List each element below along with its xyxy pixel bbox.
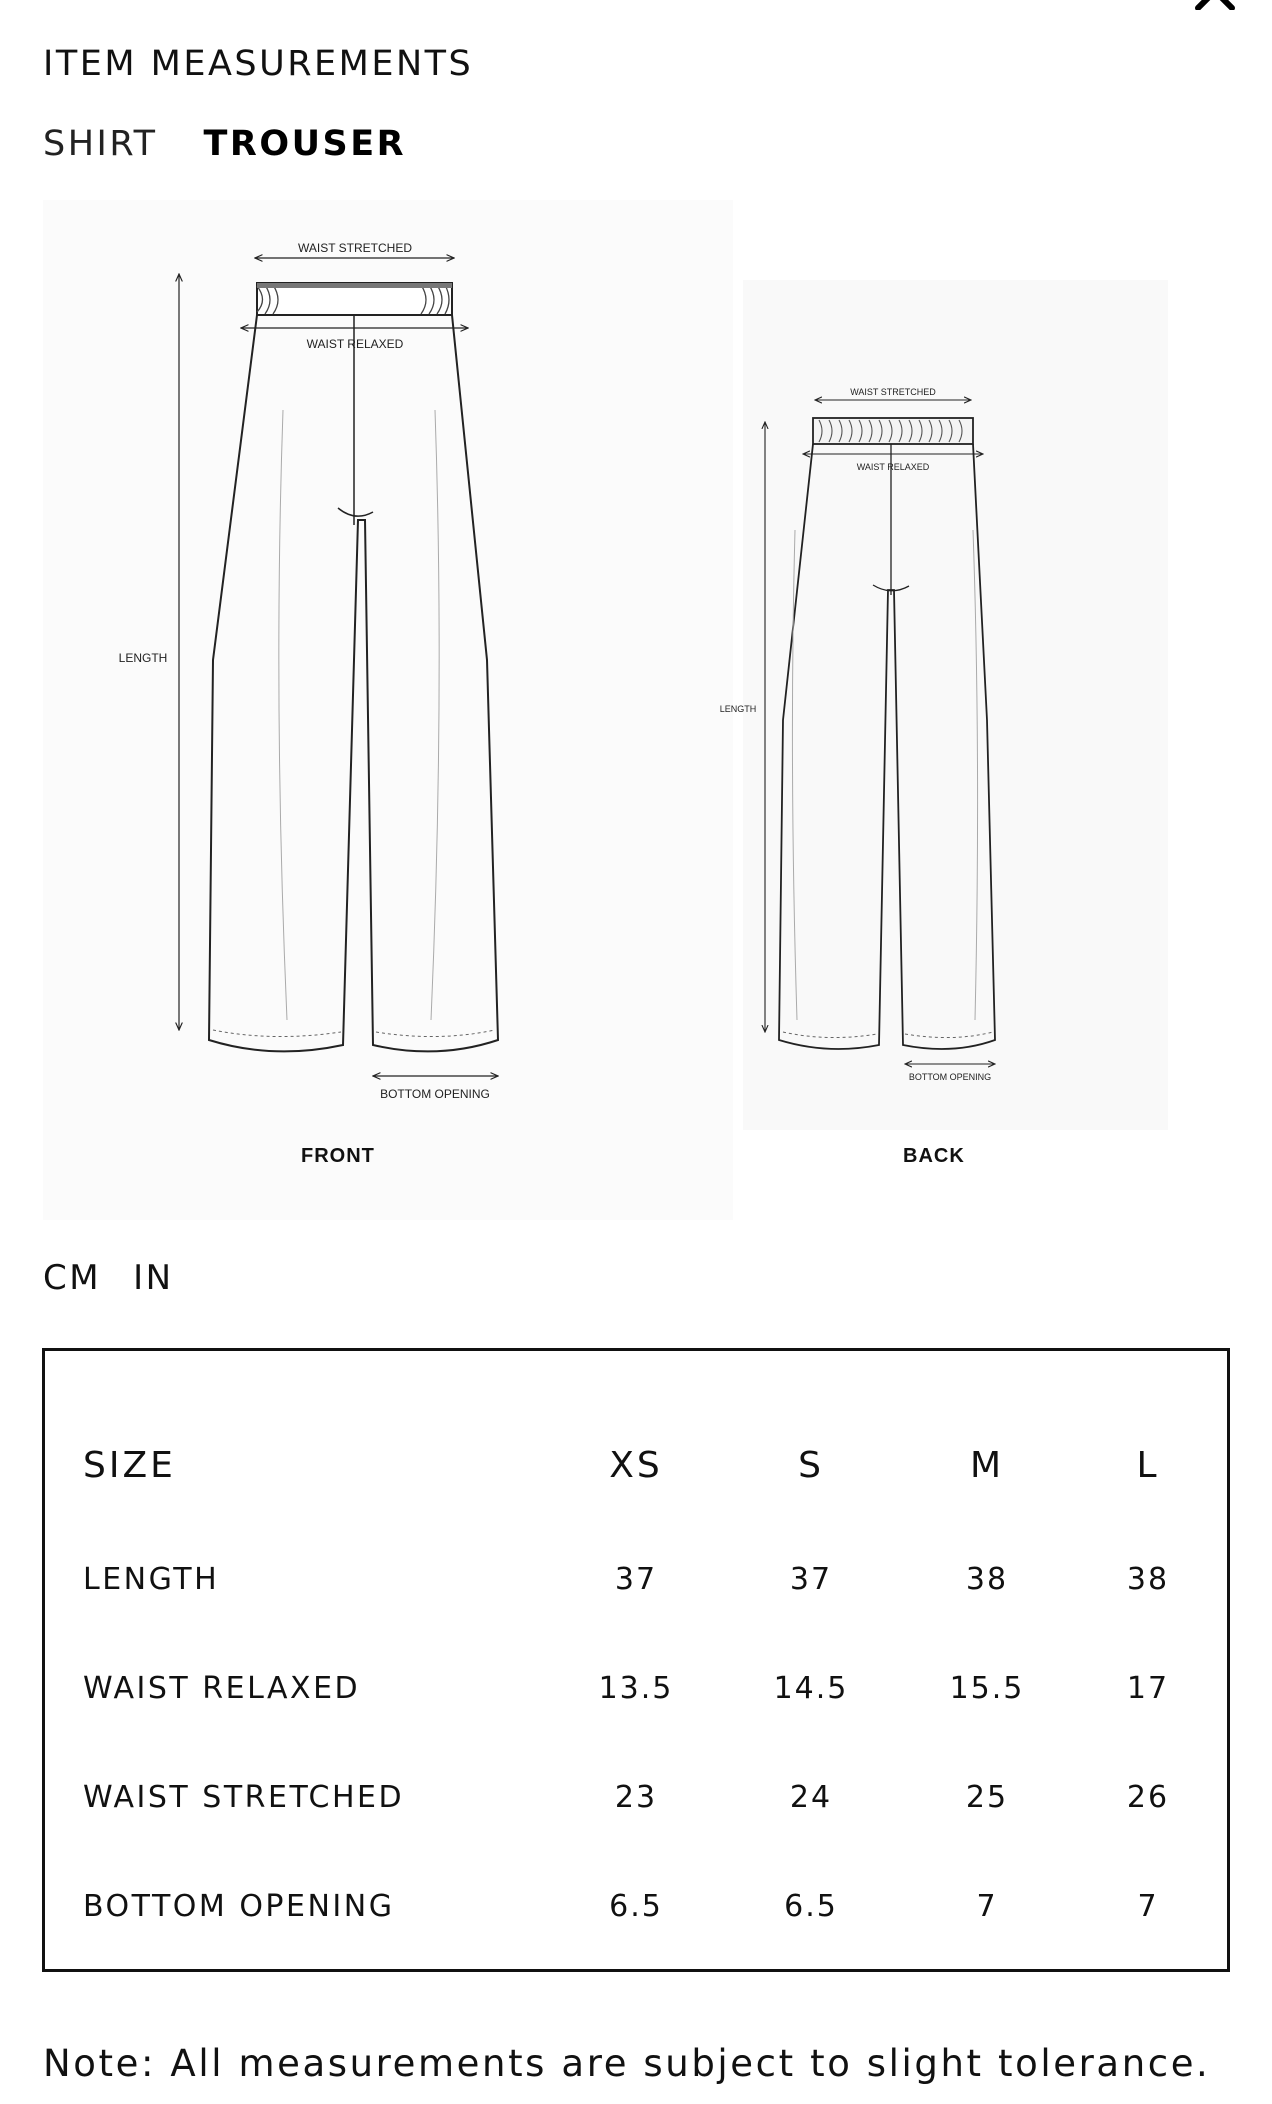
back-view-label: BACK [903,1145,965,1167]
cell-value: 23 [614,1779,658,1815]
page-title: ITEM MEASUREMENTS [43,44,474,84]
cell-value: 38 [1126,1561,1170,1597]
cell-value: 13.5 [598,1670,674,1706]
trouser-drawing [43,200,1168,1220]
header-xs: XS [609,1444,663,1486]
front-view-label: FRONT [301,1145,375,1167]
cell-value: 38 [965,1561,1009,1597]
tolerance-note: Note: All measurements are subject to slight tolerance. [43,2042,1211,2085]
cell-value: 15.5 [949,1670,1025,1706]
cell-value: 7 [976,1888,998,1924]
unit-toggle [43,1258,174,1298]
back-waist-stretched-label: WAIST STRETCHED [850,387,936,397]
cell-value: 24 [789,1779,833,1815]
front-length-label: LENGTH [118,651,168,665]
row-label-length: LENGTH [83,1561,220,1597]
unit-cm-button[interactable]: CM [43,1258,102,1298]
row-label-waist-stretched: WAIST STRETCHED [83,1779,405,1815]
front-waist-relaxed-label: WAIST RELAXED [306,337,404,351]
table-row [45,1549,1227,1609]
header-l: L [1136,1444,1160,1486]
front-trouser [209,283,498,1051]
cell-value: 14.5 [773,1670,849,1706]
tab-trouser[interactable]: TROUSER [203,124,407,164]
unit-in-button[interactable]: IN [133,1258,174,1298]
cell-value: 37 [614,1561,658,1597]
cell-value: 6.5 [609,1888,663,1924]
table-row [45,1658,1227,1718]
table-row [45,1876,1227,1936]
size-table [42,1348,1230,1972]
back-trouser [779,418,995,1049]
row-label-waist-relaxed: WAIST RELAXED [83,1670,361,1706]
row-label-bottom-opening: BOTTOM OPENING [83,1888,395,1924]
back-bottom-opening-label: BOTTOM OPENING [908,1072,992,1082]
cell-value: 37 [789,1561,833,1597]
front-waist-stretched-label: WAIST STRETCHED [297,241,413,255]
close-button[interactable] [1190,0,1240,10]
cell-value: 6.5 [784,1888,838,1924]
cell-value: 25 [965,1779,1009,1815]
cell-value: 17 [1126,1670,1170,1706]
back-waist-relaxed-label: WAIST RELAXED [856,462,930,472]
header-s: S [798,1444,824,1486]
cell-value: 7 [1137,1888,1159,1924]
close-icon [1190,0,1240,10]
back-length-label: LENGTH [719,704,757,714]
table-row [45,1767,1227,1827]
header-size: SIZE [83,1444,176,1486]
table-header-row [45,1435,1227,1495]
trouser-diagram [43,200,1168,1220]
header-m: M [969,1444,1005,1486]
front-bottom-opening-label: BOTTOM OPENING [380,1087,490,1101]
cell-value: 26 [1126,1779,1170,1815]
category-tabs [43,124,406,164]
tab-shirt[interactable]: SHIRT [43,124,158,164]
